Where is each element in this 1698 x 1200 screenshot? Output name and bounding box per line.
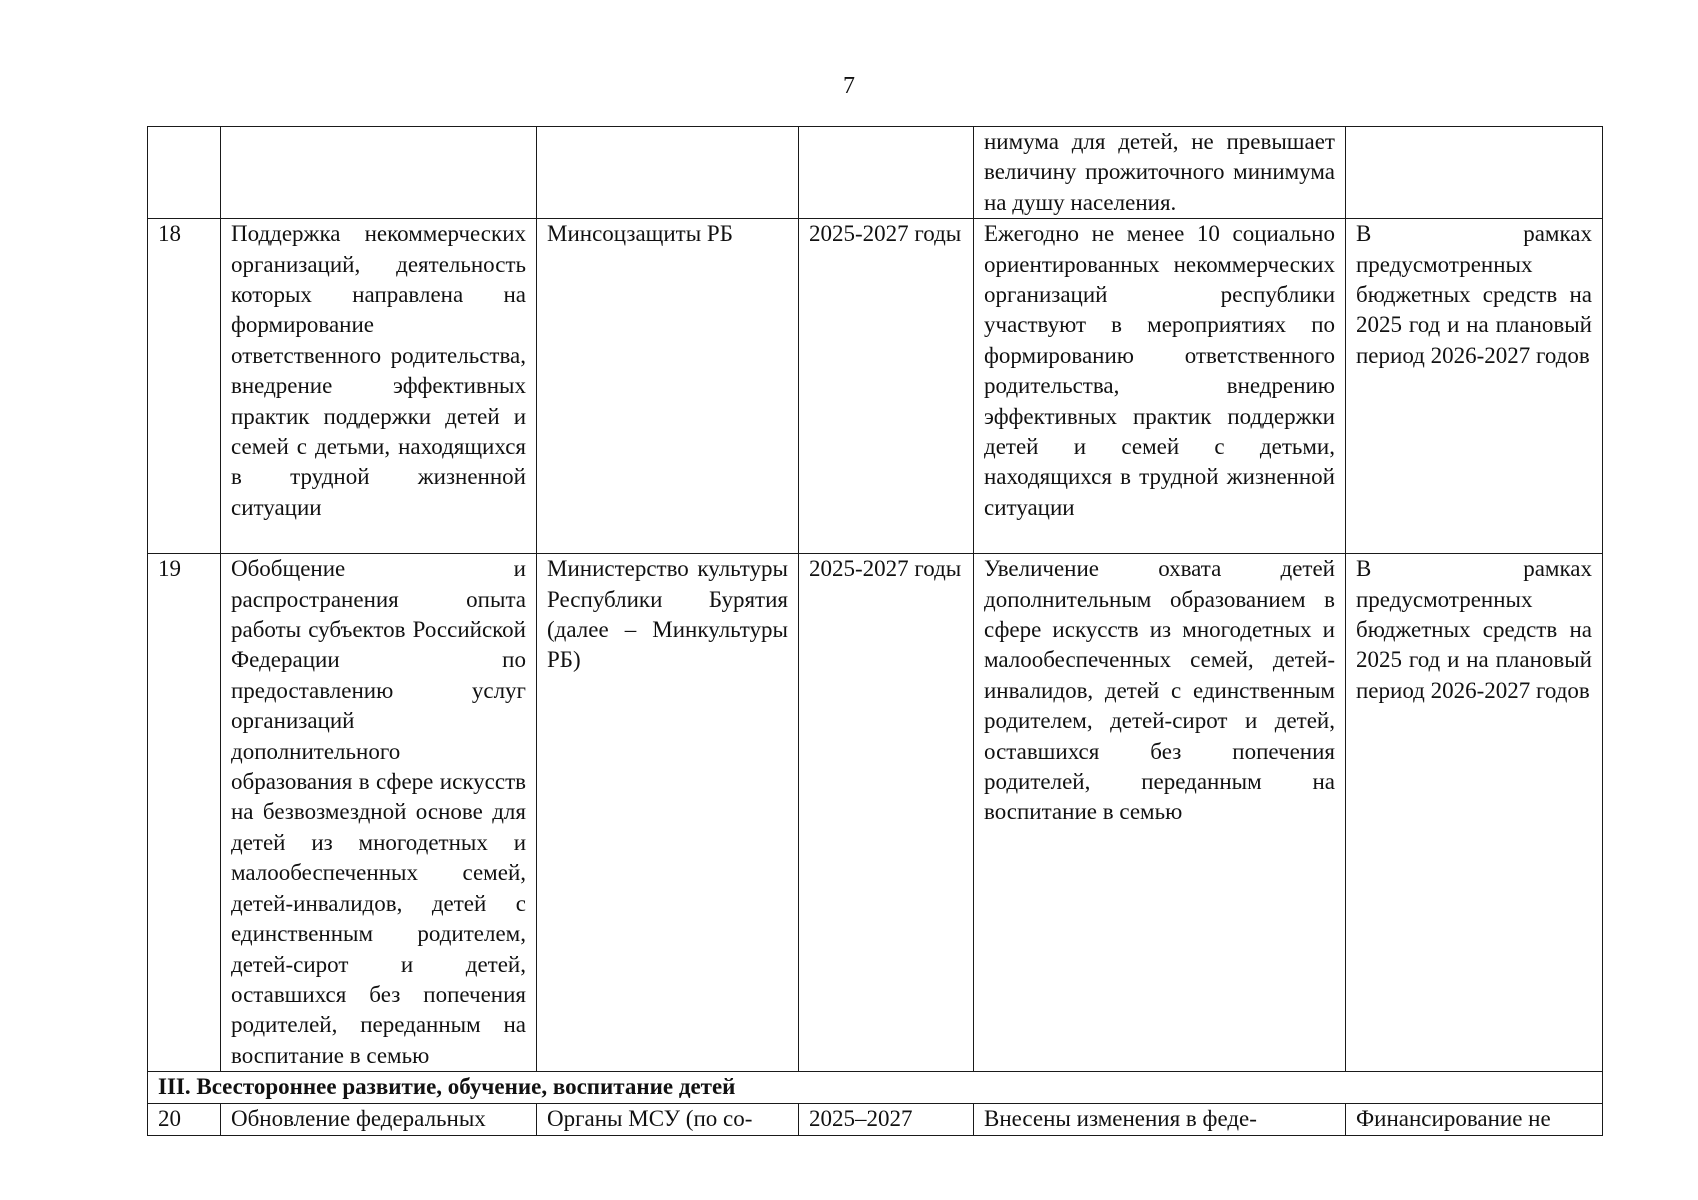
section-row xyxy=(148,1072,1603,1104)
table-row-continuation xyxy=(148,127,1603,219)
table-row-20 xyxy=(148,1104,1603,1135)
cell-measure: Обновление федеральных xyxy=(221,1104,537,1135)
cell-num: 20 xyxy=(148,1104,221,1135)
cell-result: Увеличение охвата детей дополнительным образованием в сфере искусств из многодетных и малообеспеченных семей, детей-инвалидов, детей с единственным родителем, детей-сирот и детей, оставшихся без попечения родителей, переданным на воспитание в семью xyxy=(974,554,1346,1072)
table-row-19 xyxy=(148,554,1603,1072)
cell-executor: Министерство культуры Республики Бурятия (далее – Минкультуры РБ) xyxy=(537,554,799,1072)
cell-num xyxy=(148,127,221,219)
table-row-18 xyxy=(148,219,1603,554)
page-number: 7 xyxy=(843,73,855,99)
cell-term: 2025-2027 годы xyxy=(799,219,974,554)
cell-result: Внесены изменения в феде- xyxy=(974,1104,1346,1135)
measures-table xyxy=(147,126,1603,1136)
cell-measure: Обобщение и распространения опыта работы субъектов Российской Федерации по предоставлению услуг организаций дополнительного образования в сфере искусств на безвозмездной основе для детей из многодетных и малообеспеченных семей, детей-инвалидов, детей с единственным родителем, детей-сирот и детей, оставшихся без попечения родителей, переданным на воспитание в семью xyxy=(221,554,537,1072)
cell-measure xyxy=(221,127,537,219)
cell-financing: В рамках предусмотренных бюджетных средств на 2025 год и на плановый период 2026-2027 годов xyxy=(1346,219,1603,554)
cell-financing: В рамках предусмотренных бюджетных средств на 2025 год и на плановый период 2026-2027 годов xyxy=(1346,554,1603,1072)
cell-result: Ежегодно не менее 10 социально ориентированных некоммерческих организаций республики участвуют в мероприятиях по формированию ответственного родительства, внедрению эффективных практик поддержки детей и семей с детьми, находящихся в трудной жизненной ситуации xyxy=(974,219,1346,554)
cell-term xyxy=(799,127,974,219)
cell-executor: Минсоцзащиты РБ xyxy=(537,219,799,554)
cell-term: 2025–2027 xyxy=(799,1104,974,1135)
cell-result: нимума для детей, не превышает величину прожиточного минимума на душу населения. xyxy=(974,127,1346,219)
cell-financing: Финансирование не xyxy=(1346,1104,1603,1135)
cell-num: 18 xyxy=(148,219,221,554)
cell-financing xyxy=(1346,127,1603,219)
cell-measure: Поддержка некоммерческих организаций, деятельность которых направлена на формирование ответственного родительства, внедрение эффективных практик поддержки детей и семей с детьми, находящихся в трудной жизненной ситуации xyxy=(221,219,537,554)
cell-term: 2025-2027 годы xyxy=(799,554,974,1072)
cell-num: 19 xyxy=(148,554,221,1072)
section-title: III. Всестороннее развитие, обучение, воспитание детей xyxy=(148,1072,1603,1104)
cell-executor: Органы МСУ (по со- xyxy=(537,1104,799,1135)
cell-executor xyxy=(537,127,799,219)
